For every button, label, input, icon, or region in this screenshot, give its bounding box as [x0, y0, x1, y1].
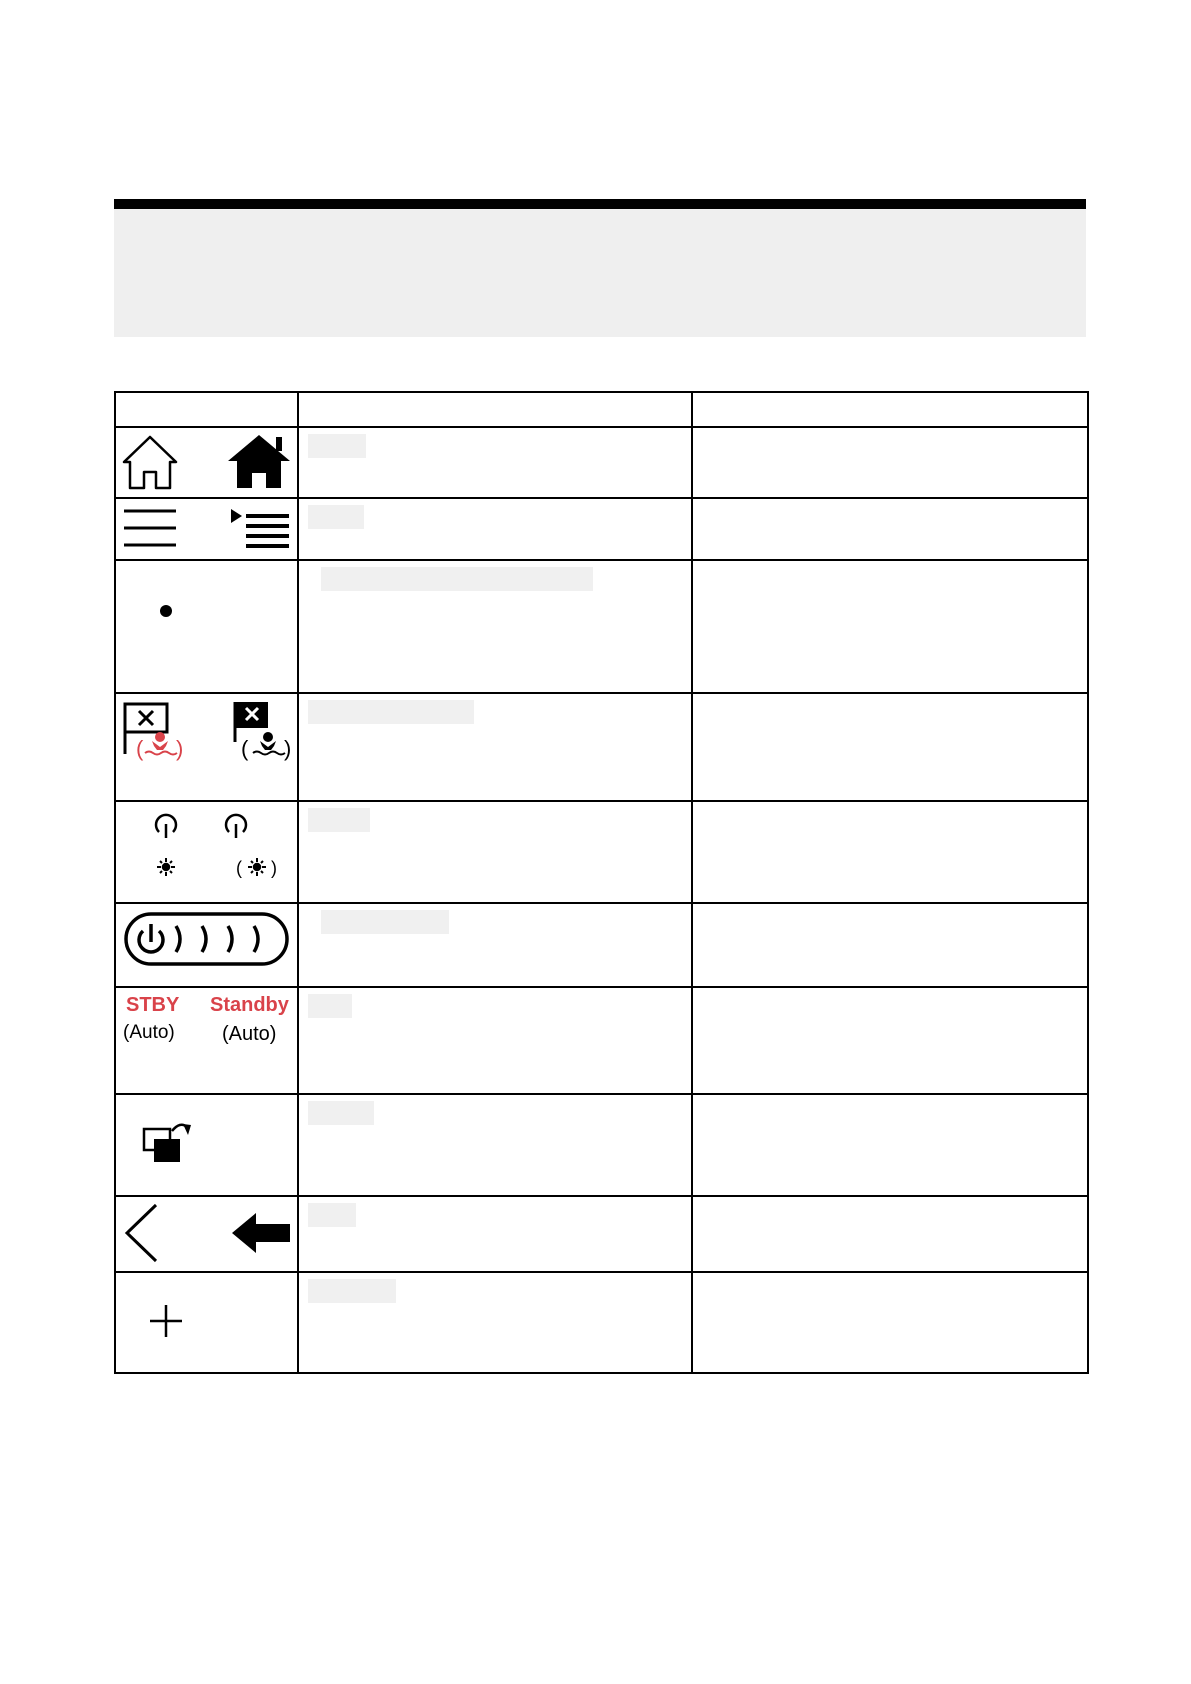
description-cell	[692, 498, 1088, 560]
redacted-text	[308, 1101, 374, 1125]
switch-window-icon	[144, 1124, 191, 1162]
menu-list-arrow-icon	[231, 509, 289, 546]
table-row	[115, 498, 1088, 560]
arrow-left-filled-icon	[232, 1213, 290, 1253]
power-brightness-bracket-icon	[226, 815, 277, 878]
top-rule	[114, 199, 1086, 209]
name-cell	[298, 987, 692, 1094]
icon-cell	[115, 427, 298, 498]
name-cell	[298, 427, 692, 498]
name-cell	[298, 1094, 692, 1196]
description-cell	[692, 427, 1088, 498]
icon-cell	[115, 1094, 298, 1196]
description-cell	[692, 801, 1088, 903]
home-outline-icon	[124, 437, 176, 488]
name-cell	[298, 903, 692, 987]
table-row	[115, 560, 1088, 693]
redacted-text	[308, 1279, 396, 1303]
stby-label: STBY	[126, 994, 180, 1016]
description-cell	[692, 1094, 1088, 1196]
chevron-left-icon	[127, 1205, 156, 1261]
icon-cell	[115, 903, 298, 987]
name-cell	[298, 1272, 692, 1373]
svg-text:(: (	[236, 858, 242, 878]
mob-flag-outline-icon	[125, 704, 183, 761]
power-brightness-icon	[156, 815, 176, 876]
plus-icon	[150, 1305, 182, 1337]
redacted-text	[308, 1203, 356, 1227]
redacted-text	[308, 808, 370, 832]
icon-table	[114, 391, 1089, 1374]
dot-icon	[160, 605, 172, 617]
redacted-text	[308, 434, 366, 458]
home-filled-icon	[228, 435, 290, 488]
stby-auto-label: (Auto)	[123, 1022, 175, 1043]
redacted-text	[308, 505, 364, 529]
name-cell	[298, 1196, 692, 1272]
icon-cell	[115, 1196, 298, 1272]
redacted-text	[308, 994, 352, 1018]
table-row	[115, 693, 1088, 801]
header-cell-name	[298, 392, 692, 427]
table-row	[115, 1094, 1088, 1196]
standby-auto-label: (Auto)	[222, 1023, 277, 1045]
description-cell	[692, 693, 1088, 801]
name-cell	[298, 693, 692, 801]
description-cell	[692, 1196, 1088, 1272]
menu-lines-icon	[124, 511, 176, 545]
table-row	[115, 903, 1088, 987]
icon-cell	[115, 498, 298, 560]
description-cell	[692, 560, 1088, 693]
redacted-text	[308, 700, 474, 724]
table-row	[115, 1196, 1088, 1272]
table-row	[115, 427, 1088, 498]
header-cell-icon	[115, 392, 298, 427]
name-cell	[298, 498, 692, 560]
header-band	[114, 209, 1086, 337]
description-cell	[692, 903, 1088, 987]
power-waves-button-icon	[126, 914, 287, 964]
svg-text:(: (	[136, 736, 144, 761]
icon-cell	[115, 1272, 298, 1373]
table-row	[115, 1272, 1088, 1373]
icon-cell	[115, 987, 298, 1094]
icon-cell	[115, 693, 298, 801]
table-row	[115, 801, 1088, 903]
table-row	[115, 987, 1088, 1094]
standby-label: Standby	[210, 994, 289, 1016]
description-cell	[692, 987, 1088, 1094]
icon-cell	[115, 801, 298, 903]
svg-text:(: (	[241, 736, 249, 761]
name-cell	[298, 801, 692, 903]
mob-flag-filled-icon	[235, 702, 291, 761]
svg-text:): )	[176, 736, 184, 761]
header-cell-description	[692, 392, 1088, 427]
icon-cell	[115, 560, 298, 693]
svg-text:): )	[271, 858, 277, 878]
name-cell	[298, 560, 692, 693]
svg-text:): )	[284, 736, 292, 761]
redacted-text	[321, 910, 449, 934]
redacted-text	[321, 567, 593, 591]
table-header-row	[115, 392, 1088, 427]
description-cell	[692, 1272, 1088, 1373]
